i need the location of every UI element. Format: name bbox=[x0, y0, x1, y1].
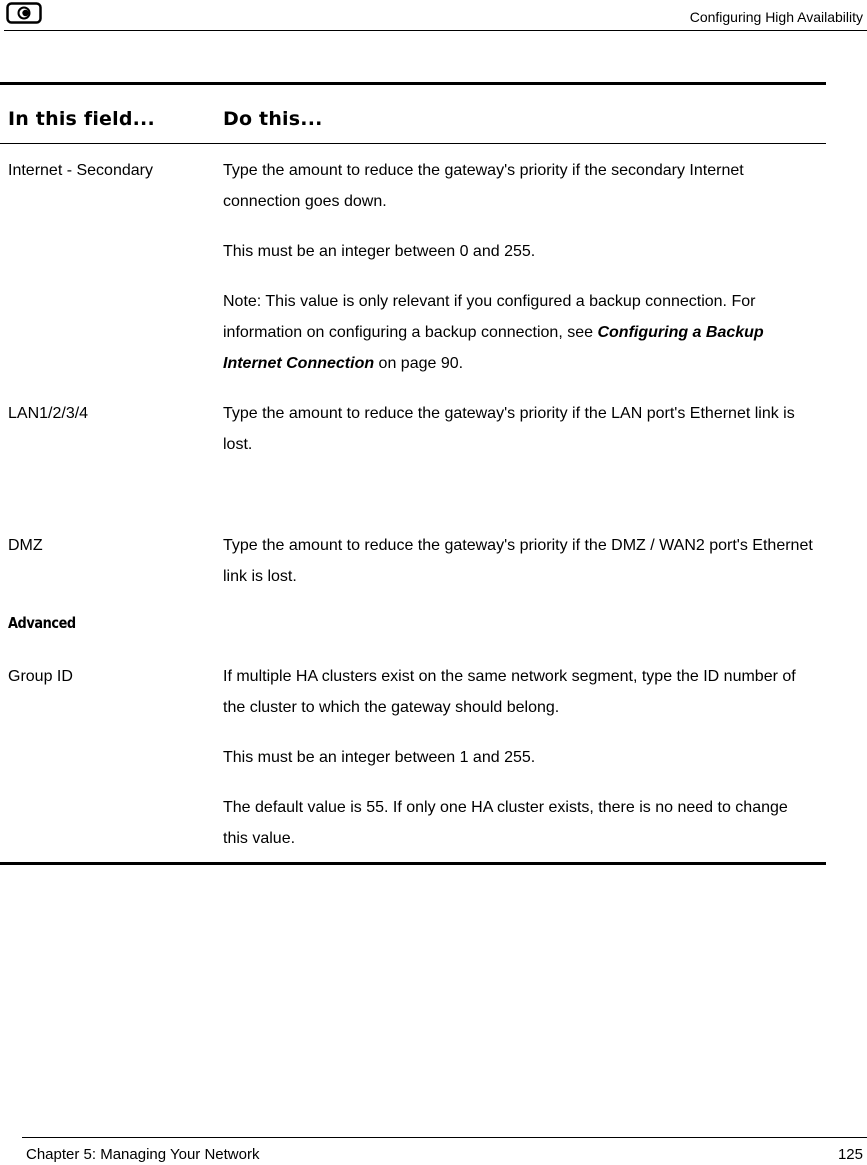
footer-page-number: 125 bbox=[837, 1146, 863, 1163]
note-page-ref: on page 90. bbox=[374, 355, 464, 372]
field-lan: LAN1/2/3/4 bbox=[8, 405, 89, 422]
field-dmz: DMZ bbox=[8, 537, 43, 554]
running-header-title: Configuring High Availability bbox=[689, 9, 863, 25]
header-divider bbox=[4, 30, 867, 31]
brand-logo-icon bbox=[6, 2, 42, 24]
field-group-id: Group ID bbox=[8, 668, 73, 685]
table-top-rule bbox=[0, 82, 826, 85]
desc-lan: Type the amount to reduce the gateway's priority if the LAN port's Ethernet link is lost. bbox=[223, 405, 795, 453]
desc-dmz: Type the amount to reduce the gateway's priority if the DMZ / WAN2 port's Ethernet link is lost. bbox=[223, 537, 813, 585]
section-heading-advanced: Advanced bbox=[8, 614, 76, 632]
desc-internet-secondary: Type the amount to reduce the gateway's priority if the secondary Internet connection goes down. bbox=[223, 162, 744, 210]
backup-connection-link[interactable]: Configuring a Backup Internet Connection bbox=[223, 324, 764, 372]
column-header-action: Do this... bbox=[223, 108, 323, 130]
default-group-id: The default value is 55. If only one HA cluster exists, there is no need to change this value. bbox=[223, 799, 788, 847]
column-header-field: In this field... bbox=[8, 108, 155, 130]
range-group-id: This must be an integer between 1 and 255. bbox=[223, 749, 536, 766]
note-internet-secondary bbox=[223, 286, 813, 379]
desc-group-id: If multiple HA clusters exist on the same network segment, type the ID number of the cluster to which the gateway should belong. bbox=[223, 668, 796, 716]
field-internet-secondary: Internet - Secondary bbox=[8, 162, 153, 179]
range-internet-secondary: This must be an integer between 0 and 255. bbox=[223, 243, 536, 260]
footer-chapter: Chapter 5: Managing Your Network bbox=[26, 1146, 260, 1163]
note-text: Note: This value is only relevant if you configured a backup connection. For information on configuring a backup connection, see bbox=[223, 293, 756, 341]
table-bottom-rule bbox=[0, 862, 826, 865]
table-header-rule bbox=[0, 143, 826, 144]
footer-divider bbox=[22, 1137, 867, 1138]
